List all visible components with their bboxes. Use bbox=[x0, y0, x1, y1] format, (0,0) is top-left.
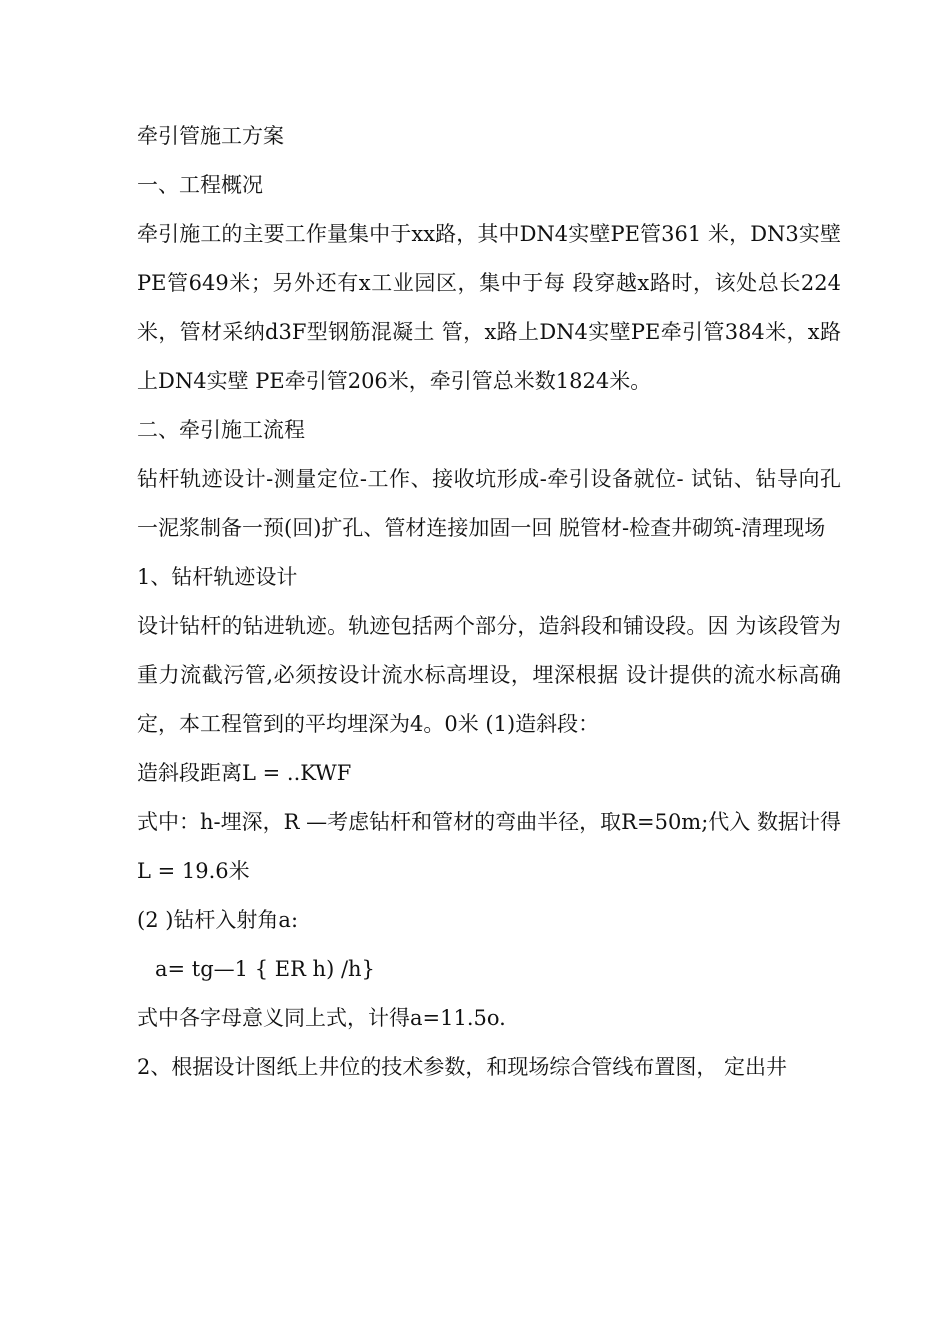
formula-entry-angle: a= tg—1 { ER h) /h} bbox=[155, 957, 375, 981]
section-heading-overview: 一、工程概况 bbox=[137, 173, 263, 197]
paragraph-process-flow: 钻杆轨迹设计-测量定位-工作、接收坑形成-牵引设备就位- 试钻、钻导向孔一泥浆制备一预(回)扩孔、管材连接加固一回 脱管材-检查井砌筑-清理现场 bbox=[137, 467, 841, 540]
formula-slant-distance: 造斜段距离L = ..KWF bbox=[137, 761, 352, 785]
paragraph-overview: 牵引施工的主要工作量集中于xx路，其中DN4实壁PE管361 米，DN3实壁PE管649米；另外还有x工业园区，集中于每 段穿越x路时，该处总长224米，管材采纳d3F型钢筋混凝土 管，x路上DN4实壁PE牵引管384米，x路上DN4实壁 PE牵引管206米，牵引管总米数1824米。 bbox=[137, 222, 841, 393]
paragraph-angle-result: 式中各字母意义同上式，计得a=11.5o. bbox=[137, 1006, 506, 1030]
paragraph-formula-explanation: 式中：h-埋深，R —考虑钻杆和管材的弯曲半径，取R=50m;代入 数据计得L = 19.6米 bbox=[137, 810, 841, 883]
document-body bbox=[137, 112, 841, 1092]
section-heading-process: 二、牵引施工流程 bbox=[137, 418, 305, 442]
paragraph-well-position: 2、根据设计图纸上井位的技术参数，和现场综合管线布置图， 定出井 bbox=[137, 1055, 788, 1079]
subheading-drill-trajectory: 1、钻杆轨迹设计 bbox=[137, 565, 298, 589]
document-title: 牵引管施工方案 bbox=[137, 124, 284, 148]
paragraph-trajectory-design: 设计钻杆的钻进轨迹。轨迹包括两个部分，造斜段和铺设段。因 为该段管为重力流截污管,必须按设计流水标高埋设，埋深根据 设计提供的流水标高确定，本工程管到的平均埋深为4。0米 (1)造斜段： bbox=[137, 614, 841, 736]
subheading-entry-angle: (2 )钻杆入射角a: bbox=[137, 908, 299, 932]
